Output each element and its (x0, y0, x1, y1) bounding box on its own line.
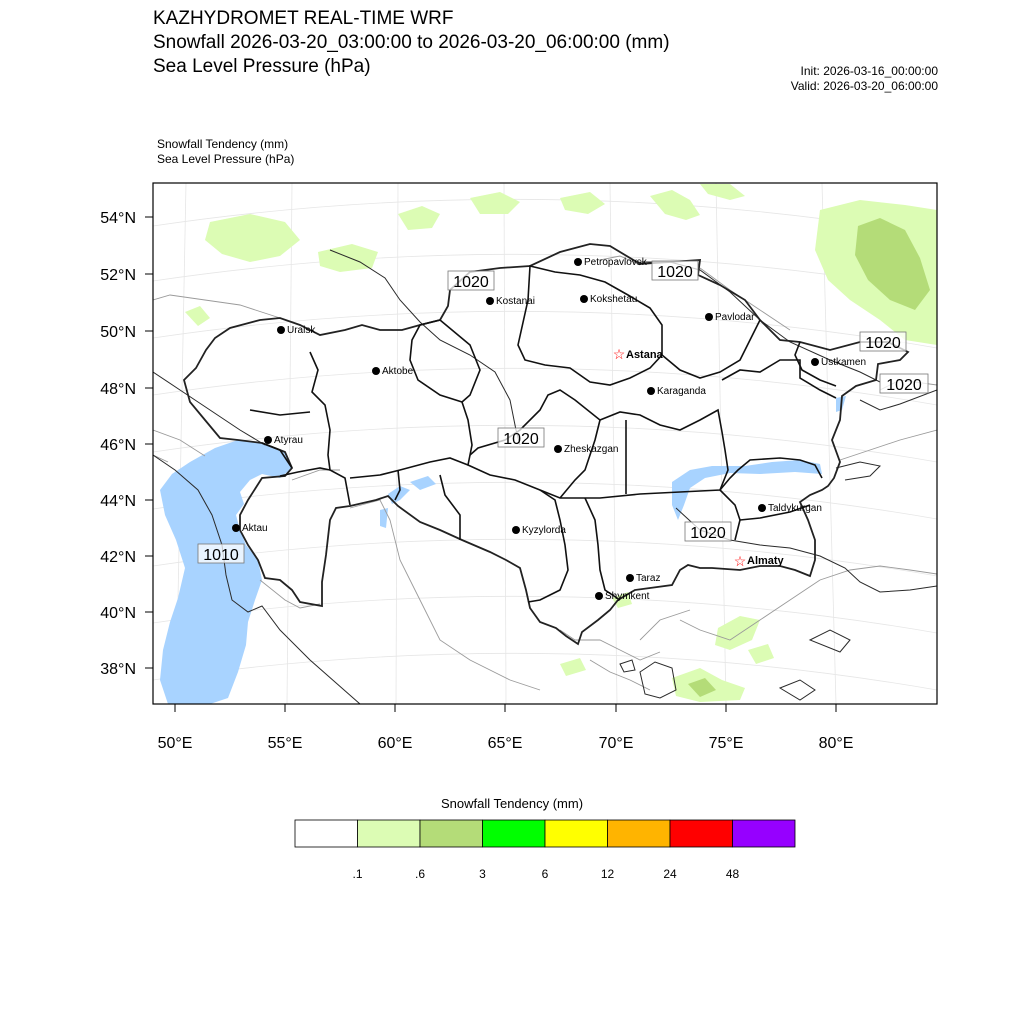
isobar-label: 1020 (657, 264, 693, 281)
city-dot (264, 436, 272, 444)
city-label: Uralsk (287, 325, 316, 336)
city-dot (758, 504, 766, 512)
snowfall-field-label: Snowfall Tendency (mm) (157, 137, 289, 151)
colorbar-title: Snowfall Tendency (mm) (440, 796, 584, 811)
lat-label: 50°N (100, 324, 136, 341)
city-label: Karaganda (657, 386, 706, 397)
colorbar-tick-label: .6 (414, 867, 426, 881)
colorbar-tick-label: .1 (352, 867, 363, 881)
city-dot (372, 367, 380, 375)
city-label: Kostanai (496, 296, 535, 307)
isobar-label: 1020 (503, 431, 539, 448)
colorbar-tick-label: 24 (663, 867, 677, 881)
city-dot (232, 524, 240, 532)
slp-field-label: Sea Level Pressure (hPa) (157, 152, 295, 166)
colorbar-tick-label: 12 (600, 867, 615, 881)
city-label: Ustkamen (821, 357, 867, 368)
city-label: Petropavlovsk (584, 257, 647, 268)
lat-label: 48°N (100, 381, 136, 398)
map-panel (153, 183, 937, 704)
city-dot (580, 295, 588, 303)
colorbar-box (670, 820, 733, 847)
city-dot (626, 574, 634, 582)
colorbar (295, 820, 795, 881)
lat-label: 46°N (100, 437, 136, 454)
city-label: Taldykurgan (768, 503, 822, 514)
isobar-label: 1020 (886, 377, 922, 394)
lat-label: 38°N (100, 661, 136, 678)
colorbar-box (545, 820, 608, 847)
colorbar-box (420, 820, 483, 847)
lon-label: 60°E (377, 735, 413, 752)
isobar-label: 1020 (690, 525, 726, 542)
colorbar-tick-label: 48 (725, 867, 740, 881)
valid-time: Valid: 2026-03-20_06:00:00 (790, 79, 938, 93)
title-line-1: KAZHYDROMET REAL-TIME WRF (153, 8, 454, 29)
city-label: Taraz (636, 573, 661, 584)
lon-label: 75°E (708, 735, 744, 752)
city-label: Aktobe (382, 366, 414, 377)
city-label: Kokshetau (590, 294, 638, 305)
isobar-label: 1010 (203, 547, 239, 564)
city-dot (554, 445, 562, 453)
city-label: Almaty (747, 555, 784, 567)
city-label: Zheskazgan (564, 444, 619, 455)
colorbar-box (358, 820, 421, 847)
lat-label: 44°N (100, 493, 136, 510)
colorbar-tick-label: 3 (479, 867, 486, 881)
lon-label: 55°E (267, 735, 303, 752)
city-dot (647, 387, 655, 395)
title-line-2: Snowfall 2026-03-20_03:00:00 to 2026-03-20_06:00:00 (mm) (153, 32, 670, 53)
city-label: Kyzylorda (522, 525, 566, 536)
city-dot (486, 297, 494, 305)
city-label: Pavlodar (715, 312, 755, 323)
colorbar-box (608, 820, 671, 847)
capital-star-icon: ☆ (733, 553, 747, 569)
map-frame (153, 183, 937, 704)
city-dot (512, 526, 520, 534)
capital-star-icon: ☆ (612, 346, 626, 362)
city-dot (277, 326, 285, 334)
city-label: Astana (626, 349, 663, 361)
lon-label: 80°E (818, 735, 854, 752)
lat-label: 40°N (100, 605, 136, 622)
city-label: Shymkent (605, 591, 650, 602)
city-label: Atyrau (274, 435, 303, 446)
colorbar-box (733, 820, 796, 847)
lat-label: 54°N (100, 210, 136, 227)
colorbar-box (483, 820, 546, 847)
city-dot (574, 258, 582, 266)
city-label: Aktau (242, 523, 268, 534)
lat-label: 42°N (100, 549, 136, 566)
isobar-label: 1020 (865, 335, 901, 352)
colorbar-tick-label: 6 (541, 867, 549, 881)
graticule (153, 183, 937, 704)
lat-label: 52°N (100, 267, 136, 284)
lon-label: 50°E (157, 735, 193, 752)
city-dot (595, 592, 603, 600)
init-time: Init: 2026-03-16_00:00:00 (800, 64, 938, 78)
city-dot (705, 313, 713, 321)
colorbar-box (295, 820, 358, 847)
city-dot (811, 358, 819, 366)
lon-label: 70°E (598, 735, 634, 752)
lon-label: 65°E (487, 735, 523, 752)
title-line-3: Sea Level Pressure (hPa) (153, 56, 371, 77)
isobar-label: 1020 (453, 274, 489, 291)
